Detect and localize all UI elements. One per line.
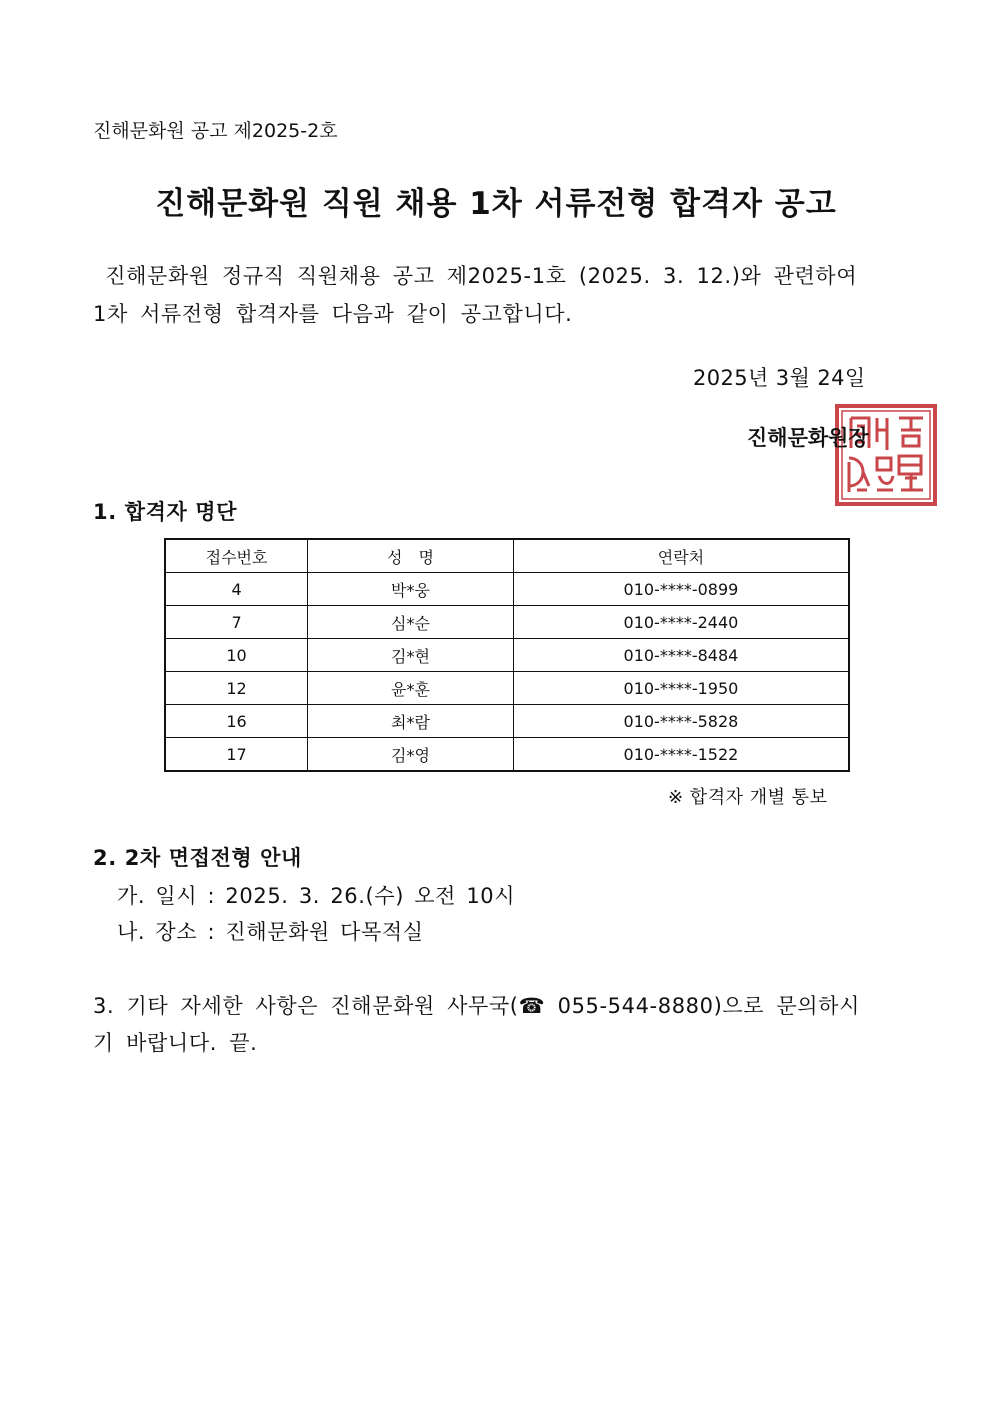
intro-line-1: 진해문화원 정규직 직원채용 공고 제2025-1호 (2025. 3. 12.)와 관련하여	[105, 264, 858, 288]
cell-number: 16	[165, 705, 308, 738]
cell-name: 심*순	[308, 606, 514, 639]
column-header-number: 접수번호	[165, 539, 308, 573]
table-row	[165, 639, 849, 672]
official-seal-icon	[833, 402, 939, 508]
cell-number: 17	[165, 738, 308, 772]
page-title: 진해문화원 직원 채용 1차 서류전형 합격자 공고	[155, 186, 837, 222]
table-remark: ※ 합격자 개별 통보	[668, 787, 828, 808]
interview-schedule: 가. 일시 : 2025. 3. 26.(수) 오전 10시	[117, 884, 516, 908]
cell-number: 12	[165, 672, 308, 705]
column-header-phone: 연락처	[513, 539, 849, 573]
intro-line-2: 1차 서류전형 합격자를 다음과 같이 공고합니다.	[93, 302, 573, 326]
section-1-heading: 1. 합격자 명단	[93, 500, 238, 524]
section-3-line-2: 기 바랍니다. 끝.	[93, 1031, 258, 1055]
cell-phone: 010-****-0899	[513, 573, 849, 606]
cell-phone: 010-****-1950	[513, 672, 849, 705]
cell-number: 4	[165, 573, 308, 606]
section-2-heading: 2. 2차 면접전형 안내	[93, 846, 302, 870]
cell-phone: 010-****-2440	[513, 606, 849, 639]
cell-phone: 010-****-5828	[513, 705, 849, 738]
table-row	[165, 672, 849, 705]
cell-name: 최*람	[308, 705, 514, 738]
cell-phone: 010-****-1522	[513, 738, 849, 772]
table-row	[165, 738, 849, 772]
cell-number: 10	[165, 639, 308, 672]
table-row	[165, 606, 849, 639]
column-header-name: 성 명	[308, 539, 514, 573]
notice-date: 2025년 3월 24일	[693, 366, 866, 390]
section-3-line-1: 3. 기타 자세한 사항은 진해문화원 사무국(☎ 055-544-8880)으로 문의하시	[93, 994, 860, 1018]
cell-name: 김*영	[308, 738, 514, 772]
table-header-row	[165, 539, 849, 573]
table-row	[165, 573, 849, 606]
passers-table	[164, 538, 850, 772]
interview-location: 나. 장소 : 진해문화원 다목적실	[117, 920, 424, 944]
cell-phone: 010-****-8484	[513, 639, 849, 672]
cell-name: 윤*훈	[308, 672, 514, 705]
cell-number: 7	[165, 606, 308, 639]
signer-name: 진해문화원장	[747, 426, 869, 450]
cell-name: 박*웅	[308, 573, 514, 606]
table-row	[165, 705, 849, 738]
notice-number: 진해문화원 공고 제2025-2호	[93, 120, 338, 142]
cell-name: 김*현	[308, 639, 514, 672]
